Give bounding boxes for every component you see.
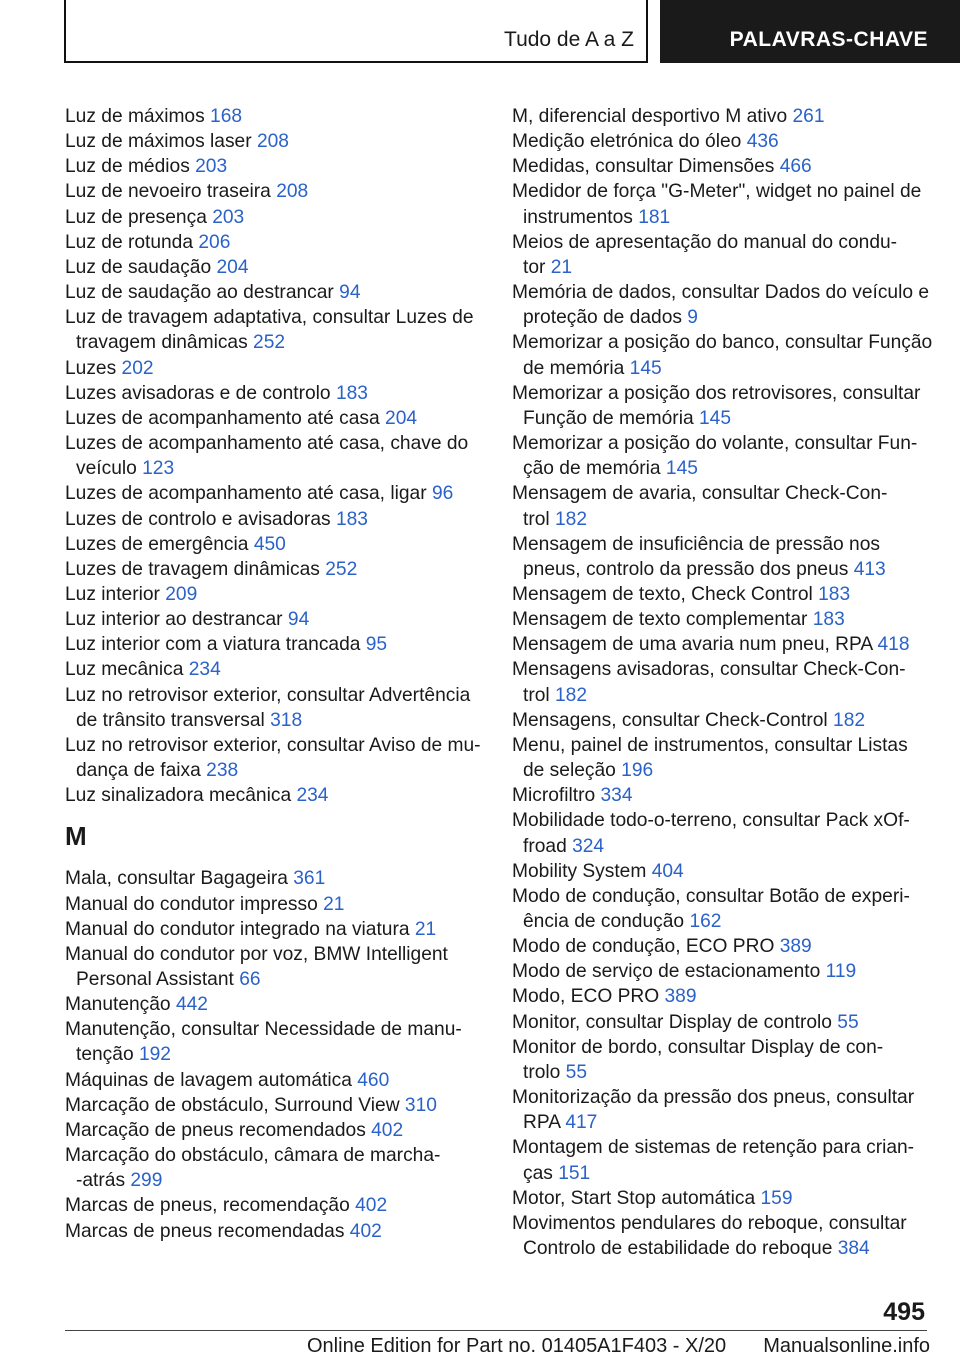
page-reference-link[interactable]: 402 bbox=[349, 1220, 382, 1242]
entry-term: Luz de saudação bbox=[65, 256, 212, 278]
page-reference-link[interactable]: 203 bbox=[195, 156, 228, 178]
entry-term: Luzes de controlo e avisadoras bbox=[65, 508, 331, 530]
page-reference-link[interactable]: 413 bbox=[853, 558, 886, 580]
index-entry bbox=[512, 984, 937, 1009]
entry-term: Mensagem de insuficiência de pressão nos bbox=[512, 533, 880, 555]
page-reference-link[interactable]: 95 bbox=[365, 634, 388, 656]
page-reference-link[interactable]: 202 bbox=[121, 357, 154, 379]
index-entry bbox=[65, 431, 485, 481]
index-entry bbox=[65, 406, 485, 431]
page-reference-link[interactable]: 55 bbox=[565, 1061, 588, 1083]
entry-term-continued: -atrás bbox=[76, 1170, 126, 1192]
index-entry bbox=[512, 532, 937, 582]
entry-term: Modo de serviço de estacionamento bbox=[512, 961, 821, 983]
index-entry bbox=[65, 280, 485, 305]
entry-term-continued: tor bbox=[523, 256, 546, 278]
entry-term: Luz no retrovisor exterior, consultar Aviso de mu- bbox=[65, 734, 481, 756]
page-reference-link[interactable]: 151 bbox=[558, 1162, 591, 1184]
chapter-title: Tudo de A a Z bbox=[504, 28, 634, 51]
index-entry bbox=[512, 1085, 937, 1135]
page-reference-link[interactable]: 182 bbox=[555, 508, 588, 530]
edition-text: Online Edition for Part no. 01405A1F403 - X/20 bbox=[307, 1335, 727, 1357]
page-reference-link[interactable]: 417 bbox=[565, 1112, 598, 1134]
entry-term: Luzes de acompanhamento até casa bbox=[65, 407, 380, 429]
page-reference-link[interactable]: 123 bbox=[142, 458, 175, 480]
entry-term: Mensagem de texto complementar bbox=[512, 609, 808, 631]
page-reference-link[interactable]: 389 bbox=[779, 936, 812, 958]
entry-term-continued: veículo bbox=[76, 458, 137, 480]
index-list-l bbox=[65, 104, 485, 808]
entry-term-continued: ência de condução bbox=[523, 911, 685, 932]
entry-term: Medição eletrónica do óleo bbox=[512, 131, 742, 153]
index-entry bbox=[512, 1135, 937, 1185]
entry-term-continued: travagem dinâmicas bbox=[76, 332, 248, 354]
entry-term-continued: de seleção bbox=[523, 760, 616, 782]
index-entry bbox=[65, 205, 485, 230]
index-list-m-continued bbox=[512, 104, 937, 1261]
index-entry bbox=[65, 532, 485, 557]
section-label: PALAVRAS-CHAVE bbox=[729, 28, 928, 51]
entry-term: Modo, ECO PRO bbox=[512, 986, 660, 1008]
entry-term: Luzes de acompanhamento até casa, chave do bbox=[65, 433, 469, 455]
index-entry bbox=[512, 230, 937, 280]
entry-term: Manutenção bbox=[65, 994, 171, 1016]
entry-term: Manutenção, consultar Necessidade de manu- bbox=[65, 1019, 462, 1041]
page-reference-link[interactable]: 203 bbox=[212, 206, 245, 228]
entry-term: Mensagem de texto, Check Control bbox=[512, 583, 813, 605]
entry-term-continued: ção de memória bbox=[523, 458, 661, 480]
entry-term-continued: Controlo de estabilidade do reboque bbox=[523, 1238, 833, 1260]
index-entry bbox=[65, 632, 485, 657]
entry-term: Luz sinalizadora mecânica bbox=[65, 785, 292, 807]
entry-term: Memorizar a posição do banco, consultar Função bbox=[512, 332, 933, 354]
page-reference-link[interactable]: 182 bbox=[555, 684, 588, 706]
entry-term: Monitor de bordo, consultar Display de con- bbox=[512, 1036, 884, 1058]
page-reference-link[interactable]: 252 bbox=[325, 558, 358, 580]
section-letter: M bbox=[65, 821, 87, 852]
index-entry bbox=[65, 154, 485, 179]
page-reference-link[interactable]: 384 bbox=[837, 1238, 870, 1260]
index-entry bbox=[512, 934, 937, 959]
header-title-box bbox=[64, 0, 648, 63]
page-reference-link[interactable]: 208 bbox=[276, 181, 309, 203]
index-entry bbox=[65, 507, 485, 532]
index-entry bbox=[65, 892, 485, 917]
index-entry bbox=[512, 179, 937, 229]
index-entry bbox=[512, 808, 937, 858]
entry-term: Manual do condutor por voz, BMW Intelligent bbox=[65, 943, 448, 965]
page-reference-link[interactable]: 183 bbox=[812, 609, 845, 631]
page-reference-link[interactable]: 402 bbox=[371, 1119, 404, 1141]
index-column-left bbox=[65, 104, 485, 1244]
page-reference-link[interactable]: 402 bbox=[355, 1195, 388, 1217]
page-reference-link[interactable]: 334 bbox=[600, 785, 633, 807]
entry-term: Luz interior com a viatura trancada bbox=[65, 634, 361, 656]
entry-term: Máquinas de lavagem automática bbox=[65, 1069, 352, 1091]
index-entry bbox=[512, 632, 937, 657]
index-entry bbox=[65, 356, 485, 381]
entry-term-continued: pneus, controlo da pressão dos pneus bbox=[523, 558, 849, 580]
page-reference-link[interactable]: 145 bbox=[665, 458, 698, 480]
index-entry bbox=[512, 582, 937, 607]
entry-term: Marcas de pneus, recomendação bbox=[65, 1195, 350, 1217]
index-entry bbox=[65, 1118, 485, 1143]
index-entry bbox=[65, 683, 485, 733]
index-entry bbox=[65, 783, 485, 808]
index-entry bbox=[65, 179, 485, 204]
index-entry bbox=[65, 733, 485, 783]
index-entry bbox=[65, 305, 485, 355]
index-entry bbox=[512, 154, 937, 179]
entry-term: Mala, consultar Bagageira bbox=[65, 868, 288, 890]
entry-term: Luz de máximos bbox=[65, 106, 205, 127]
entry-term: Luz de travagem adaptativa, consultar Luzes de bbox=[65, 307, 474, 329]
index-entry bbox=[65, 129, 485, 154]
entry-term-continued: trol bbox=[523, 508, 550, 530]
watermark-logo: Manualsonline.info bbox=[763, 1335, 930, 1357]
entry-term: Monitor, consultar Display de controlo bbox=[512, 1011, 832, 1033]
index-entry bbox=[65, 582, 485, 607]
entry-term: Luzes de acompanhamento até casa, ligar bbox=[65, 483, 427, 505]
page-reference-link[interactable]: 310 bbox=[404, 1094, 437, 1116]
page-reference-link[interactable]: 361 bbox=[293, 868, 326, 890]
page-reference-link[interactable]: 183 bbox=[335, 508, 368, 530]
index-entry bbox=[512, 783, 937, 808]
entry-term: Mensagem de avaria, consultar Check-Con- bbox=[512, 483, 888, 505]
entry-term: Motor, Start Stop automática bbox=[512, 1187, 756, 1209]
entry-term-continued: proteção de dados bbox=[523, 307, 682, 329]
entry-term: Luzes avisadoras e de controlo bbox=[65, 382, 331, 404]
entry-term-continued: RPA bbox=[523, 1112, 560, 1134]
entry-term: Luz de saudação ao destrancar bbox=[65, 282, 334, 304]
entry-term: Medidas, consultar Dimensões bbox=[512, 156, 775, 178]
index-entry bbox=[512, 859, 937, 884]
entry-term-continued: dança de faixa bbox=[76, 760, 201, 782]
index-entry bbox=[512, 129, 937, 154]
page-reference-link[interactable]: 418 bbox=[877, 634, 910, 656]
page-reference-link[interactable]: 324 bbox=[572, 835, 605, 857]
entry-term-continued: de memória bbox=[523, 357, 625, 379]
page-reference-link[interactable]: 466 bbox=[779, 156, 812, 178]
entry-term-continued: de trânsito transversal bbox=[76, 709, 265, 731]
entry-term-continued: ças bbox=[523, 1162, 553, 1184]
index-entry bbox=[65, 1219, 485, 1244]
index-entry bbox=[65, 917, 485, 942]
index-entry bbox=[512, 1035, 937, 1085]
index-entry bbox=[65, 657, 485, 682]
index-column-right bbox=[512, 104, 937, 1261]
page-reference-link[interactable]: 168 bbox=[210, 106, 243, 127]
entry-term: Luz no retrovisor exterior, consultar Advertência bbox=[65, 684, 471, 706]
index-entry bbox=[512, 884, 937, 934]
entry-term: Luz de médios bbox=[65, 156, 190, 178]
entry-term: Marcação do obstáculo, câmara de marcha- bbox=[65, 1145, 441, 1167]
entry-term-continued: trolo bbox=[523, 1061, 561, 1083]
page-reference-link[interactable]: 96 bbox=[431, 483, 454, 505]
page-reference-link[interactable]: 183 bbox=[818, 583, 851, 605]
entry-term: Memorizar a posição do volante, consultar Fun- bbox=[512, 433, 918, 455]
index-entry bbox=[65, 104, 485, 129]
entry-term: Manual do condutor integrado na viatura bbox=[65, 918, 410, 940]
entry-term: Modo de condução, consultar Botão de experi- bbox=[512, 885, 910, 907]
index-entry bbox=[512, 733, 937, 783]
entry-term-continued: tenção bbox=[76, 1044, 134, 1066]
page-reference-link[interactable]: 94 bbox=[287, 609, 310, 631]
index-entry bbox=[65, 1017, 485, 1067]
page-reference-link[interactable]: 234 bbox=[296, 785, 329, 807]
page-reference-link[interactable]: 450 bbox=[253, 533, 286, 555]
entry-term-continued: instrumentos bbox=[523, 206, 633, 228]
page-reference-link[interactable]: 162 bbox=[689, 911, 722, 932]
entry-term: Menu, painel de instrumentos, consultar Listas bbox=[512, 734, 908, 756]
entry-term: Mobility System bbox=[512, 860, 647, 882]
index-entry bbox=[65, 1143, 485, 1193]
page-reference-link[interactable]: 261 bbox=[792, 106, 825, 127]
entry-term: Luz mecânica bbox=[65, 659, 184, 681]
entry-term: Montagem de sistemas de retenção para crian- bbox=[512, 1137, 915, 1159]
index-entry bbox=[512, 431, 937, 481]
page-reference-link[interactable]: 55 bbox=[837, 1011, 859, 1033]
page-reference-link[interactable]: 159 bbox=[760, 1187, 793, 1209]
page-reference-link[interactable]: 192 bbox=[138, 1044, 171, 1066]
entry-term: Luz interior bbox=[65, 583, 160, 605]
entry-term: Mensagem de uma avaria num pneu, RPA bbox=[512, 634, 873, 656]
entry-term: Mobilidade todo-o-terreno, consultar Pack xOf- bbox=[512, 810, 910, 832]
entry-term: Luzes de travagem dinâmicas bbox=[65, 558, 320, 580]
page-reference-link[interactable]: 206 bbox=[198, 231, 231, 253]
page-reference-link[interactable]: 183 bbox=[335, 382, 368, 404]
entry-term: Luz de nevoeiro traseira bbox=[65, 181, 271, 203]
index-entry bbox=[512, 104, 937, 129]
index-entry bbox=[512, 657, 937, 707]
page-reference-link[interactable]: 204 bbox=[385, 407, 418, 429]
entry-term: Movimentos pendulares do reboque, consultar bbox=[512, 1212, 907, 1234]
page-reference-link[interactable]: 238 bbox=[206, 760, 239, 782]
page-reference-link[interactable]: 9 bbox=[687, 307, 698, 329]
entry-term: Marcação de obstáculo, Surround View bbox=[65, 1094, 400, 1116]
entry-term-continued: Função de memória bbox=[523, 407, 694, 429]
page-reference-link[interactable]: 442 bbox=[175, 994, 208, 1016]
entry-term: Monitorização da pressão dos pneus, consultar bbox=[512, 1087, 915, 1109]
page-reference-link[interactable]: 94 bbox=[339, 282, 361, 304]
index-entry bbox=[512, 607, 937, 632]
entry-term: Manual do condutor impresso bbox=[65, 893, 318, 915]
entry-term: Luz de presença bbox=[65, 206, 207, 228]
index-entry bbox=[65, 866, 485, 891]
index-entry bbox=[512, 1186, 937, 1211]
page-reference-link[interactable]: 389 bbox=[664, 986, 697, 1008]
entry-term-continued: froad bbox=[523, 835, 567, 857]
entry-term: Luzes bbox=[65, 357, 117, 379]
page-reference-link[interactable]: 196 bbox=[621, 760, 654, 782]
page-reference-link[interactable]: 182 bbox=[833, 709, 866, 731]
index-entry bbox=[65, 1193, 485, 1218]
entry-term: Memorizar a posição dos retrovisores, consultar bbox=[512, 382, 921, 404]
page-reference-link[interactable]: 21 bbox=[414, 918, 437, 940]
entry-term: Mensagens, consultar Check-Control bbox=[512, 709, 828, 731]
index-entry bbox=[65, 557, 485, 582]
page-reference-link[interactable]: 21 bbox=[323, 893, 345, 915]
index-list-m bbox=[65, 866, 485, 1243]
index-entry bbox=[65, 1068, 485, 1093]
entry-term-continued: Personal Assistant bbox=[76, 969, 234, 990]
entry-term: M, diferencial desportivo M ativo bbox=[512, 106, 788, 127]
page-reference-link[interactable]: 318 bbox=[270, 709, 303, 731]
page-reference-link[interactable]: 436 bbox=[746, 131, 779, 153]
index-entry bbox=[65, 230, 485, 255]
index-entry bbox=[512, 1010, 937, 1035]
header-section-tab bbox=[660, 0, 960, 63]
index-entry bbox=[65, 992, 485, 1017]
entry-term: Luzes de emergência bbox=[65, 533, 249, 555]
entry-term: Microfiltro bbox=[512, 785, 596, 807]
page-reference-link[interactable]: 145 bbox=[698, 407, 731, 429]
entry-term: Modo de condução, ECO PRO bbox=[512, 936, 775, 958]
index-entry bbox=[65, 255, 485, 280]
index-entry bbox=[512, 330, 937, 380]
page-reference-link[interactable]: 299 bbox=[130, 1170, 163, 1192]
index-entry bbox=[65, 607, 485, 632]
index-entry bbox=[512, 959, 937, 984]
page-reference-link[interactable]: 204 bbox=[216, 256, 249, 278]
entry-term: Marcação de pneus recomendados bbox=[65, 1119, 366, 1141]
entry-term: Marcas de pneus recomendadas bbox=[65, 1220, 345, 1242]
entry-term-continued: trol bbox=[523, 684, 550, 706]
index-entry bbox=[512, 481, 937, 531]
page-reference-link[interactable]: 66 bbox=[239, 969, 261, 990]
index-entry bbox=[512, 381, 937, 431]
entry-term: Medidor de força "G-Meter", widget no painel de bbox=[512, 181, 922, 203]
page-reference-link[interactable]: 181 bbox=[638, 206, 671, 228]
index-entry bbox=[512, 280, 937, 330]
entry-term: Luz de rotunda bbox=[65, 231, 194, 253]
page-reference-link[interactable]: 209 bbox=[165, 583, 198, 605]
page-reference-link[interactable]: 460 bbox=[357, 1069, 390, 1091]
entry-term: Mensagens avisadoras, consultar Check-Con- bbox=[512, 659, 906, 681]
footer-divider bbox=[65, 1330, 927, 1331]
page-reference-link[interactable]: 252 bbox=[253, 332, 286, 354]
page-reference-link[interactable]: 404 bbox=[651, 860, 684, 882]
page-reference-link[interactable]: 21 bbox=[550, 256, 573, 278]
index-entry bbox=[512, 708, 937, 733]
entry-term: Meios de apresentação do manual do condu- bbox=[512, 231, 898, 253]
page-reference-link[interactable]: 145 bbox=[629, 357, 662, 379]
index-entry bbox=[65, 942, 485, 992]
index-entry bbox=[65, 381, 485, 406]
index-entry bbox=[65, 1093, 485, 1118]
page-reference-link[interactable]: 119 bbox=[825, 961, 857, 983]
page-reference-link[interactable]: 234 bbox=[188, 659, 221, 681]
page-reference-link[interactable]: 208 bbox=[256, 131, 289, 153]
entry-term: Memória de dados, consultar Dados do veículo e bbox=[512, 282, 930, 304]
page-number: 495 bbox=[883, 1298, 925, 1326]
index-entry bbox=[512, 1211, 937, 1261]
entry-term: Luz de máximos laser bbox=[65, 131, 252, 153]
index-entry bbox=[65, 481, 485, 506]
entry-term: Luz interior ao destrancar bbox=[65, 609, 283, 631]
